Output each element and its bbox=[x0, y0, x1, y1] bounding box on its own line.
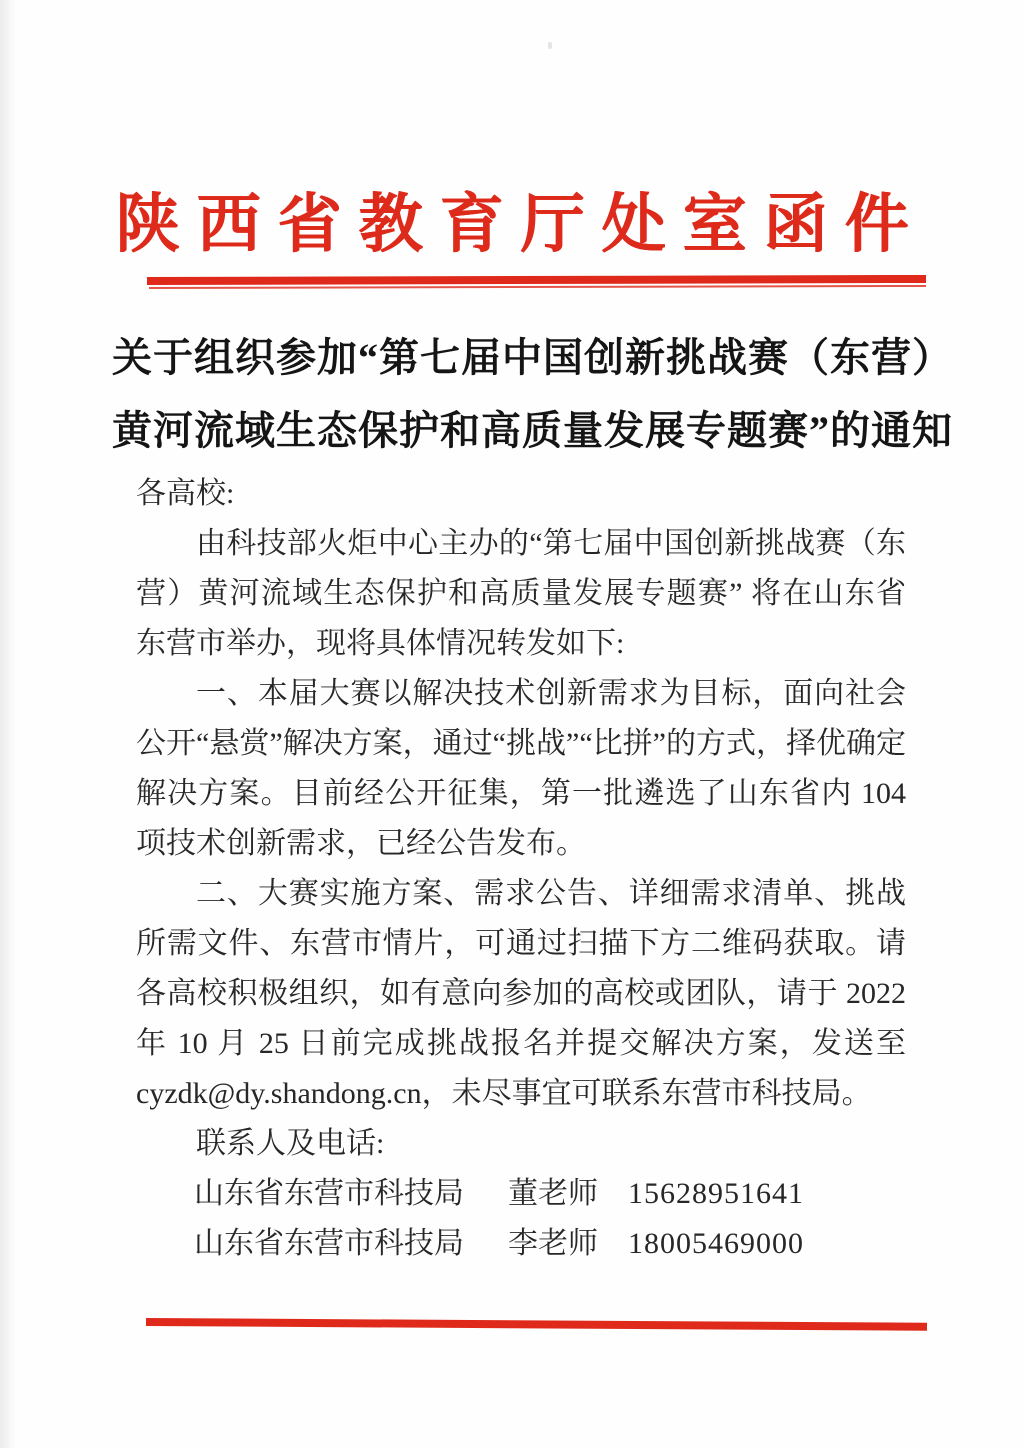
contact-row bbox=[136, 1169, 906, 1219]
paragraph-item-1: 一、本届大赛以解决技术创新需求为目标，面向社会公开“悬赏”解决方案，通过“挑战”“比拼”的方式，择优确定解决方案。目前经公开征集，第一批遴选了山东省内 104 项技术创新需求，已经公告发布。 bbox=[136, 677, 906, 860]
contact-phone: 15628951641 bbox=[628, 1177, 804, 1210]
contact-phone: 18005469000 bbox=[628, 1227, 804, 1260]
contact-person: 李老师 bbox=[508, 1227, 598, 1260]
contact-row bbox=[136, 1219, 906, 1269]
contact-person: 董老师 bbox=[508, 1177, 598, 1210]
contact-label: 联系人及电话: bbox=[196, 1127, 385, 1160]
salutation: 各高校: bbox=[136, 477, 235, 510]
footer-red-rule bbox=[146, 1318, 927, 1331]
scan-artifact-speck bbox=[548, 42, 552, 49]
notice-title-line-2: 黄河流域生态保护和高质量发展专题赛”的通知 bbox=[112, 408, 953, 453]
notice-body bbox=[136, 469, 906, 1269]
notice-title bbox=[112, 321, 953, 467]
contact-org: 山东省东营市科技局 bbox=[194, 1227, 464, 1260]
paragraph-item-2: 二、大赛实施方案、需求公告、详细需求清单、挑战所需文件、东营市情片，可通过扫描下方二维码获取。请各高校积极组织，如有意向参加的高校或团队，请于 2022 年 10 月 25 日前完成挑战报名并提交解决方案，发送至 cyzdk@dy.shandong.cn，未尽事宜可联系东营市科技局。 bbox=[136, 877, 906, 1110]
letterhead-title: 陕西省教育厅处室函件 bbox=[115, 189, 926, 260]
notice-title-line-1: 关于组织参加“第七届中国创新挑战赛（东营） bbox=[112, 335, 953, 380]
contact-org: 山东省东营市科技局 bbox=[194, 1177, 464, 1210]
paragraph-intro: 由科技部火炬中心主办的“第七届中国创新挑战赛（东营）黄河流域生态保护和高质量发展专题赛” 将在山东省东营市举办，现将具体情况转发如下: bbox=[136, 527, 906, 660]
letterhead-red-rule bbox=[147, 275, 926, 285]
